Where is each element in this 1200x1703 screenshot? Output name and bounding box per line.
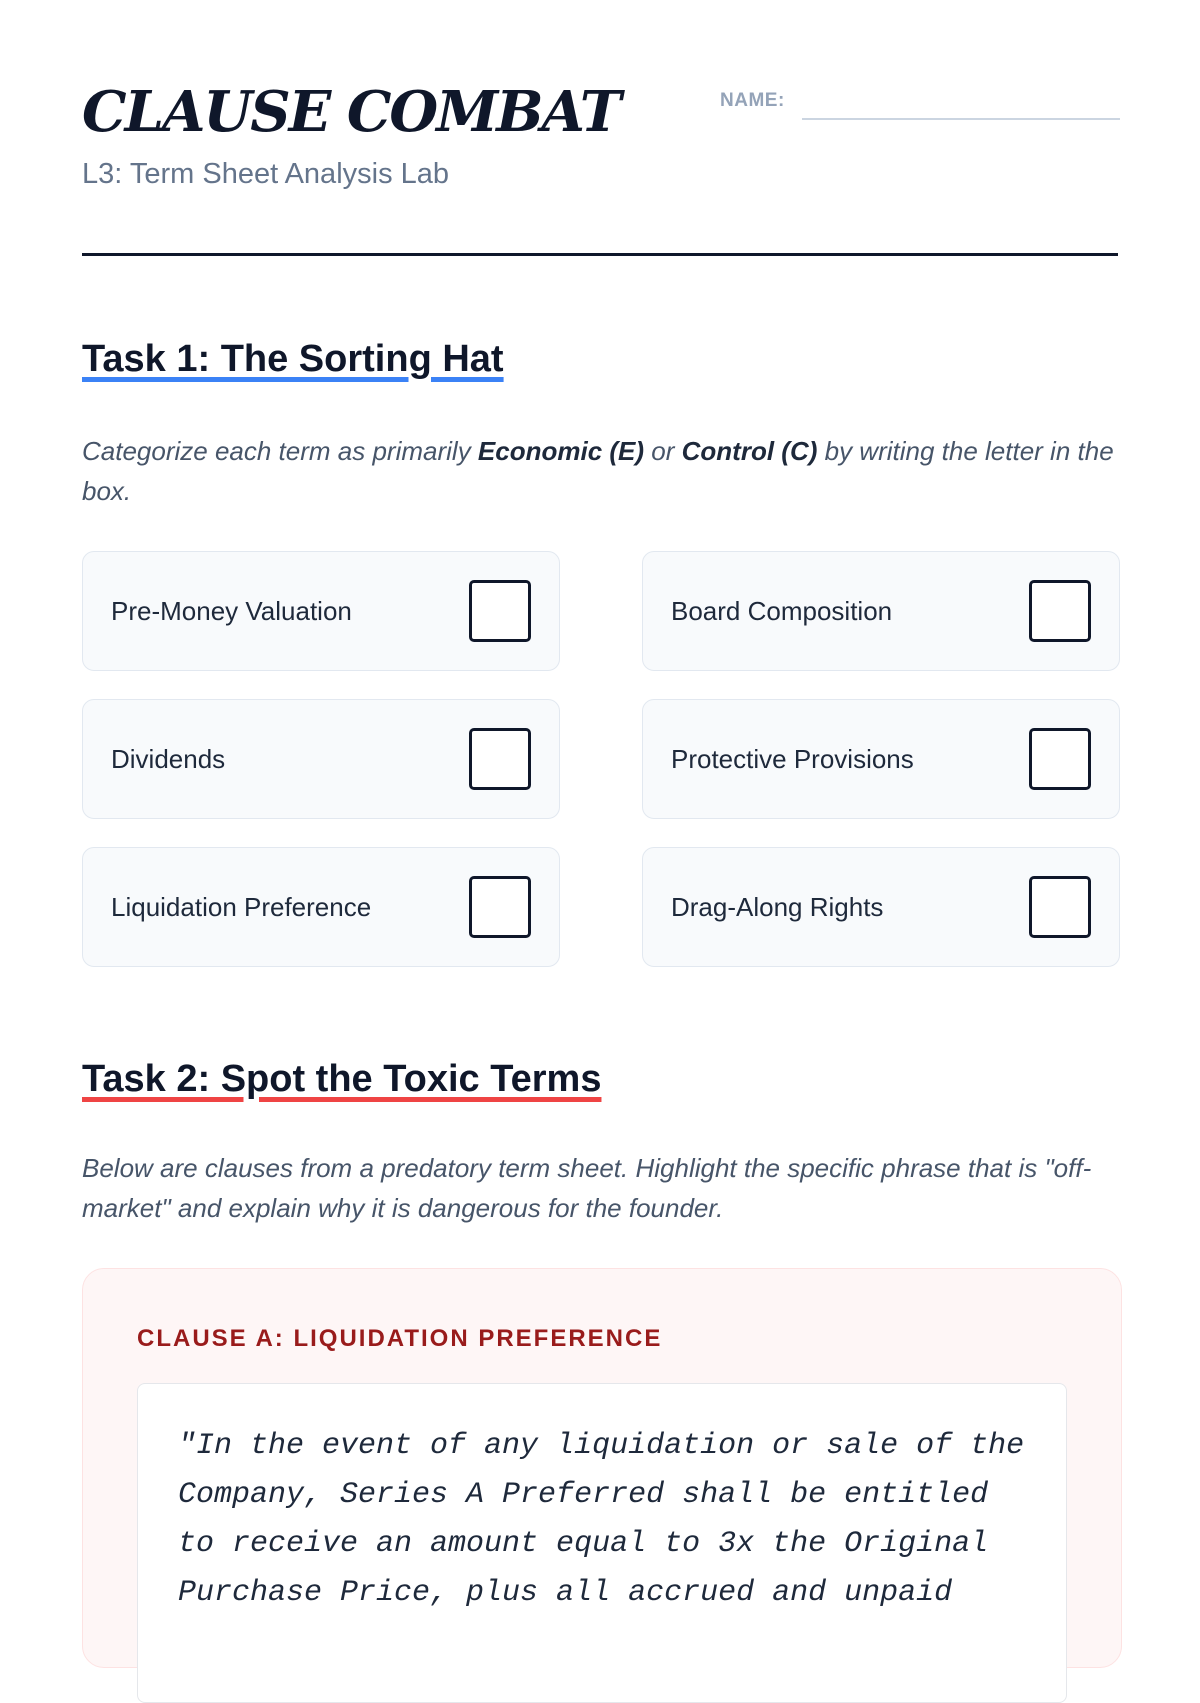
worksheet-title: CLAUSE COMBAT: [82, 79, 620, 145]
clause-a-card: [82, 1268, 1122, 1668]
task1-instruction: [82, 431, 1122, 511]
name-label: NAME:: [720, 90, 785, 111]
task1-instruction-part: Categorize each term as primarily: [82, 436, 478, 466]
term-label: Board Composition: [671, 595, 893, 626]
term-card: [82, 699, 560, 819]
term-card: [642, 847, 1120, 967]
term-sorting-grid: [82, 551, 1122, 967]
answer-box[interactable]: [469, 876, 531, 938]
clause-a-title: CLAUSE A: LIQUIDATION PREFERENCE: [137, 1325, 663, 1352]
worksheet-header: [82, 0, 1118, 256]
answer-box[interactable]: [469, 580, 531, 642]
term-label: Protective Provisions: [671, 743, 914, 774]
term-card: [82, 551, 560, 671]
term-label: Dividends: [111, 743, 226, 774]
task2-heading: Task 2: Spot the Toxic Terms: [82, 1058, 602, 1100]
term-card: [82, 847, 560, 967]
task1-instruction-part: by writing the letter in the box.: [82, 436, 1114, 506]
answer-box[interactable]: [1029, 728, 1091, 790]
term-label: Liquidation Preference: [111, 891, 372, 922]
answer-box[interactable]: [1029, 580, 1091, 642]
task2-instruction: Below are clauses from a predatory term sheet. Highlight the specific phrase that is "off-market" and explain why it is dangerous for the founder.: [82, 1153, 1092, 1223]
task1-instruction-part: or: [644, 436, 682, 466]
control-term-label: Control (C): [681, 436, 818, 466]
answer-box[interactable]: [469, 728, 531, 790]
term-label: Pre-Money Valuation: [111, 595, 352, 626]
term-card: [642, 699, 1120, 819]
answer-box[interactable]: [1029, 876, 1091, 938]
header-divider: [82, 253, 1118, 256]
name-field[interactable]: [802, 118, 1120, 120]
task1-heading: Task 1: The Sorting Hat: [82, 338, 504, 380]
clause-a-text[interactable]: "In the event of any liquidation or sale of the Company, Series A Preferred shall be entitled to receive an amount equal to 3x the Original Purchase Price, plus all accrued and unpaid: [137, 1383, 1067, 1703]
term-card: [642, 551, 1120, 671]
economic-term-label: Economic (E): [477, 436, 645, 466]
term-label: Drag-Along Rights: [671, 891, 884, 922]
worksheet-subtitle: L3: Term Sheet Analysis Lab: [82, 158, 450, 190]
